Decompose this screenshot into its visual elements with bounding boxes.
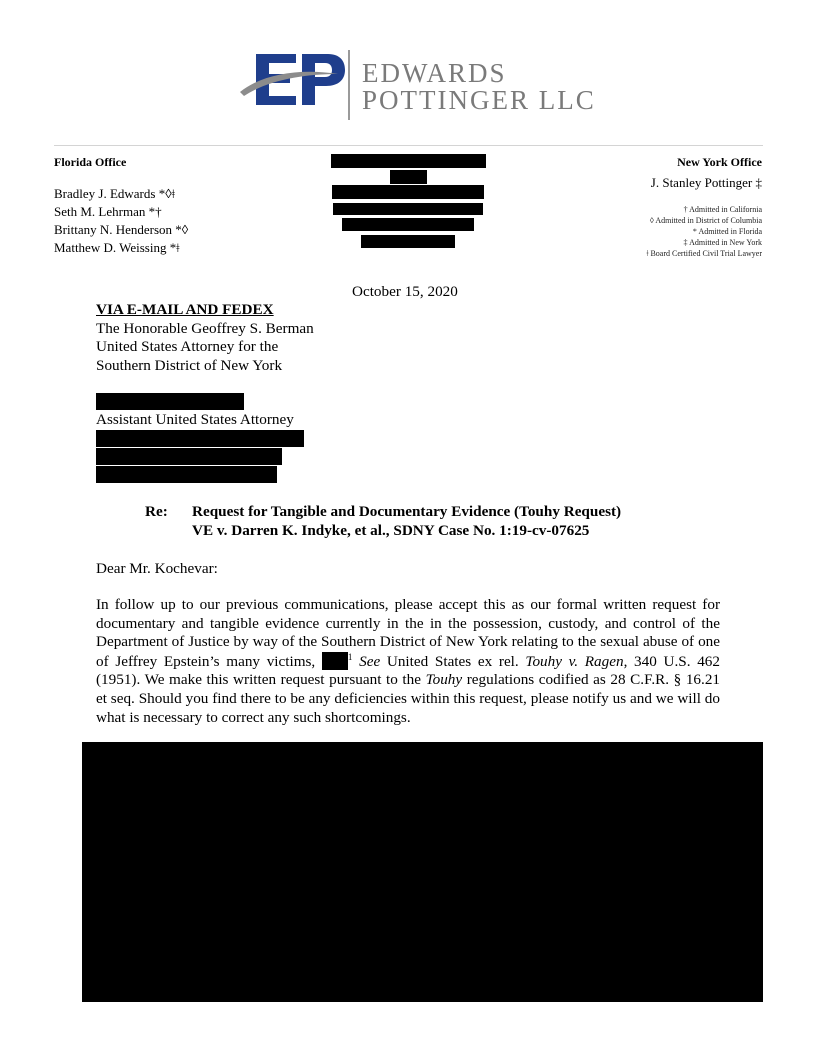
delivery-method: VIA E-MAIL AND FEDEX xyxy=(96,301,274,318)
paragraph-text: , 340 U.S. 462 (1951). We make this written request pursuant to the xyxy=(96,652,720,689)
letter-date: October 15, 2020 xyxy=(352,283,458,300)
touhy-term: Touhy xyxy=(425,671,463,689)
admission-note: * Admitted in Florida xyxy=(692,227,762,236)
florida-attorney-list xyxy=(54,185,188,257)
redaction-bar xyxy=(96,393,244,410)
attorney-name: Seth M. Lehrman *† xyxy=(54,204,162,219)
redaction-bar xyxy=(333,203,483,215)
admissions-legend xyxy=(646,204,762,259)
redacted-content-block xyxy=(82,742,763,1002)
recipient-block xyxy=(96,301,314,375)
admission-note: ǂ Board Certified Civil Trial Lawyer xyxy=(646,249,762,258)
redaction-bar xyxy=(361,235,455,248)
subject-block xyxy=(192,503,621,540)
paragraph-text: United States ex rel. xyxy=(386,652,519,670)
subject-line: VE v. Darren K. Indyke, et al., SDNY Case No. 1:19-cv-07625 xyxy=(192,521,590,539)
redaction-bar xyxy=(332,185,484,199)
firm-name-line1: EDWARDS xyxy=(362,58,507,88)
logo-divider xyxy=(348,50,350,120)
attorney-name: Matthew D. Weissing *ǂ xyxy=(54,240,180,255)
new-york-office-title: New York Office xyxy=(677,155,762,169)
signal-see: See xyxy=(359,652,381,670)
case-name: Touhy v. Ragen xyxy=(525,652,624,670)
redaction-bar xyxy=(96,448,282,465)
admission-note: † Admitted in California xyxy=(683,205,762,214)
attorney-name: Brittany N. Henderson *◊ xyxy=(54,222,189,237)
re-label: Re: xyxy=(145,503,168,520)
paragraph-text: In follow up to our previous communications, please accept this as our formal written request for documentary and tangible evidence currently in the in the possession, custody, and control of the Department of Justice by way of the Southern District of New York relating to the sexual abuse of one of Jeffrey Epstein’s many victims, xyxy=(96,596,720,670)
redaction-bar xyxy=(342,218,474,231)
attorney-name: J. Stanley Pottinger ‡ xyxy=(650,175,762,190)
paragraph-text: regulations codified as 28 C.F.R. § 16.21 et seq. Should you find there to be any deficiencies within this request, please notify us and we will do what is necessary to correct any such shortcomings. xyxy=(96,671,721,726)
subject-line: Request for Tangible and Documentary Evidence (Touhy Request) xyxy=(192,503,622,520)
footnote-marker: 1 xyxy=(347,651,353,662)
admission-note: ‡ Admitted in New York xyxy=(683,238,762,247)
recipient-line: The Honorable Geoffrey S. Berman xyxy=(96,319,314,337)
ausa-title: Assistant United States Attorney xyxy=(96,411,294,428)
body-paragraph xyxy=(96,596,720,727)
redaction-bar xyxy=(96,466,277,483)
salutation: Dear Mr. Kochevar: xyxy=(96,560,218,577)
redaction-bar xyxy=(390,170,427,184)
header-divider xyxy=(54,145,763,146)
redaction-bar xyxy=(331,154,486,168)
redaction-bar xyxy=(96,430,304,447)
recipient-line: United States Attorney for the xyxy=(96,338,279,355)
admission-note: ◊ Admitted in District of Columbia xyxy=(649,216,762,225)
florida-office-title: Florida Office xyxy=(54,155,127,169)
recipient-line: Southern District of New York xyxy=(96,356,283,374)
redaction-bar xyxy=(322,652,348,670)
firm-name-line2: POTTINGER LLC xyxy=(362,85,596,115)
firm-logo-mark xyxy=(238,48,346,114)
attorney-name: Bradley J. Edwards *◊ǂ xyxy=(54,186,175,201)
